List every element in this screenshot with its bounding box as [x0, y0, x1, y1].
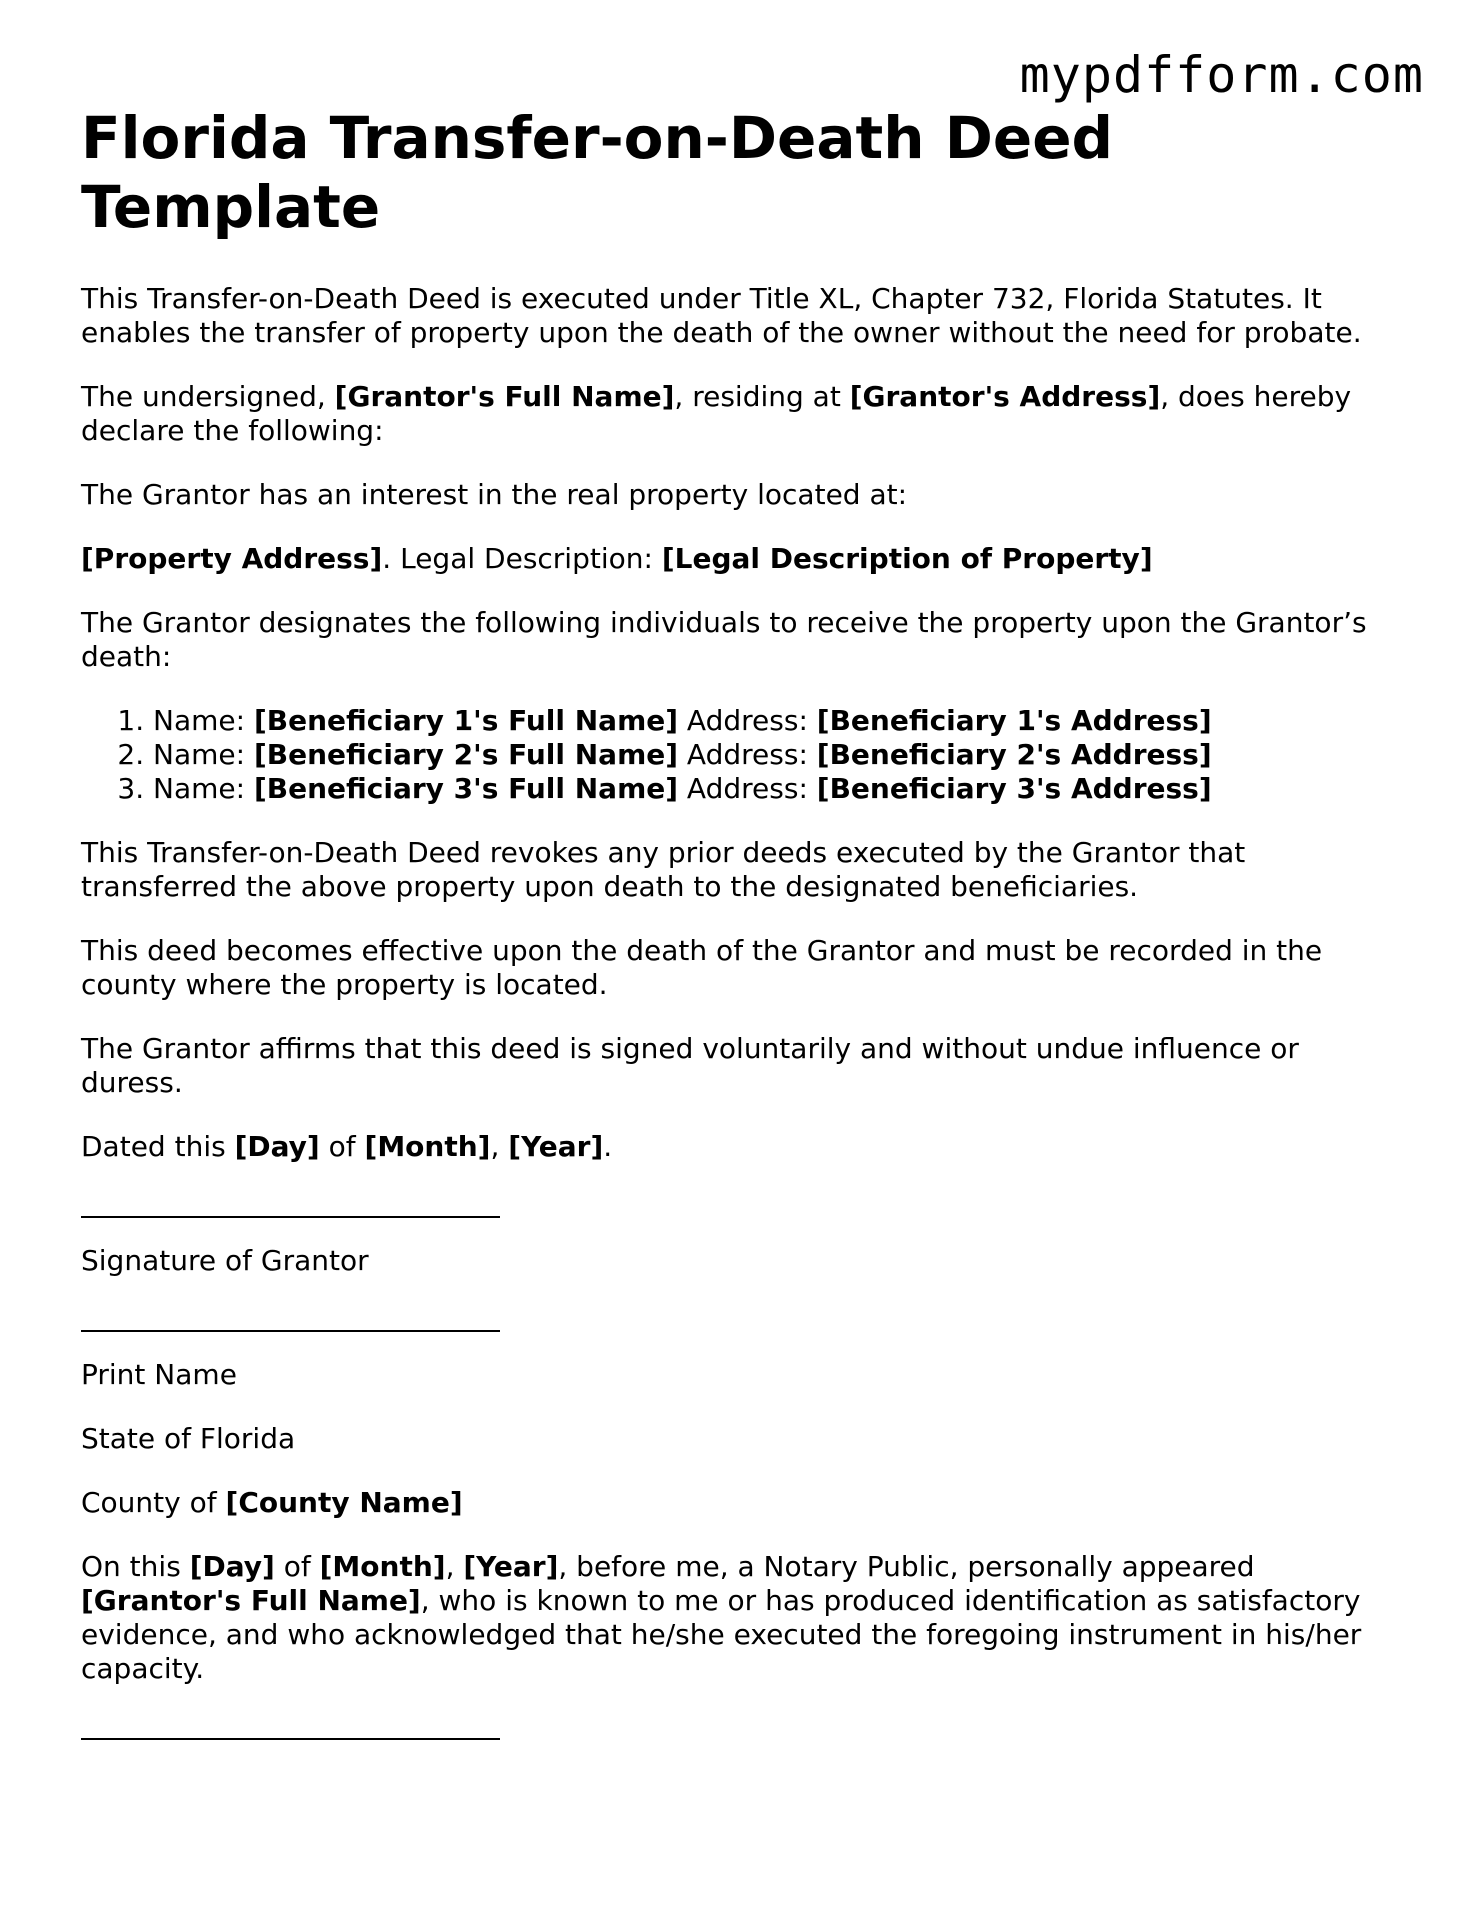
- signature-label: Signature of Grantor: [81, 1244, 369, 1277]
- document-body: [81, 282, 1401, 1740]
- year-placeholder: [Year]: [508, 1130, 604, 1163]
- notary-prefix: On this: [81, 1550, 190, 1583]
- watermark: mypdfform.com: [1019, 46, 1424, 104]
- beneficiary-name-label: Name:: [153, 738, 254, 771]
- legal-description-placeholder: [Legal Description of Property]: [661, 542, 1153, 575]
- print-name-line: [81, 1330, 500, 1332]
- declaration-middle: , residing at: [674, 380, 850, 413]
- county-name-placeholder: [County Name]: [225, 1486, 463, 1519]
- notary-paragraph: [81, 1550, 1401, 1686]
- dated-of: of: [319, 1130, 365, 1163]
- beneficiary-name-label: Name:: [153, 704, 254, 737]
- revocation-paragraph: This Transfer-on-Death Deed revokes any prior deeds executed by the Grantor that transferred the above property upon death to the designated beneficiaries.: [81, 836, 1246, 903]
- beneficiary-name-label: Name:: [153, 772, 254, 805]
- notary-day-placeholder: [Day]: [189, 1550, 275, 1583]
- dated-line: [81, 1130, 1401, 1164]
- property-paragraph: [81, 542, 1401, 576]
- notary-signature-line: [81, 1738, 500, 1740]
- dated-comma: ,: [490, 1130, 509, 1163]
- property-address-placeholder: [Property Address]: [81, 542, 383, 575]
- month-placeholder: [Month]: [364, 1130, 491, 1163]
- effective-paragraph: This deed becomes effective upon the death of the Grantor and must be recorded in the county where the property is located.: [81, 934, 1323, 1001]
- beneficiary-name-placeholder: [Beneficiary 2's Full Name]: [253, 738, 679, 771]
- notary-middle: , before me, a Notary Public, personally appeared: [558, 1550, 1255, 1583]
- beneficiary-address-placeholder: [Beneficiary 2's Address]: [816, 738, 1212, 771]
- designation-paragraph: The Grantor designates the following individuals to receive the property upon the Grantor’s death:: [81, 606, 1367, 673]
- print-name-label: Print Name: [81, 1358, 237, 1391]
- grantor-signature-line: [81, 1216, 500, 1218]
- declaration-paragraph: [81, 380, 1401, 448]
- document-page: [81, 104, 1401, 1740]
- notary-grantor-name-placeholder: [Grantor's Full Name]: [81, 1584, 421, 1617]
- property-middle: . Legal Description:: [382, 542, 662, 575]
- state-line: State of Florida: [81, 1422, 296, 1455]
- grantor-name-placeholder: [Grantor's Full Name]: [334, 380, 675, 413]
- dated-prefix: Dated this: [81, 1130, 235, 1163]
- dated-end: .: [603, 1130, 613, 1163]
- notary-year-placeholder: [Year]: [463, 1550, 559, 1583]
- declaration-prefix: The undersigned,: [81, 380, 335, 413]
- beneficiary-address-label: Address:: [678, 738, 817, 771]
- interest-paragraph: The Grantor has an interest in the real property located at:: [81, 478, 908, 511]
- beneficiary-item: [153, 704, 1401, 738]
- affirmation-paragraph: The Grantor affirms that this deed is signed voluntarily and without undue influence or duress.: [81, 1032, 1299, 1099]
- notary-suffix: , who is known to me or has produced identification as satisfactory evidence, and who acknowledged that he/she executed the foregoing instrument in his/her capacity.: [81, 1584, 1362, 1685]
- beneficiary-item: [153, 738, 1401, 772]
- beneficiary-list: [81, 704, 1401, 806]
- notary-month-placeholder: [Month]: [319, 1550, 446, 1583]
- county-prefix: County of: [81, 1486, 226, 1519]
- beneficiary-name-placeholder: [Beneficiary 1's Full Name]: [253, 704, 679, 737]
- beneficiary-address-placeholder: [Beneficiary 1's Address]: [816, 704, 1212, 737]
- day-placeholder: [Day]: [234, 1130, 320, 1163]
- beneficiary-address-placeholder: [Beneficiary 3's Address]: [816, 772, 1212, 805]
- document-title: Florida Transfer-on-Death Deed Template: [81, 104, 1114, 241]
- notary-comma: ,: [445, 1550, 464, 1583]
- county-line: [81, 1486, 1401, 1520]
- intro-paragraph: This Transfer-on-Death Deed is executed under Title XL, Chapter 732, Florida Statutes. It enables the transfer of property upon the death of the owner without the need for probate.: [81, 282, 1362, 349]
- beneficiary-address-label: Address:: [678, 704, 817, 737]
- beneficiary-name-placeholder: [Beneficiary 3's Full Name]: [253, 772, 679, 805]
- notary-of: of: [274, 1550, 320, 1583]
- declaration-suffix: , does hereby declare the following:: [81, 380, 1352, 447]
- beneficiary-address-label: Address:: [678, 772, 817, 805]
- grantor-address-placeholder: [Grantor's Address]: [849, 380, 1161, 413]
- beneficiary-item: [153, 772, 1401, 806]
